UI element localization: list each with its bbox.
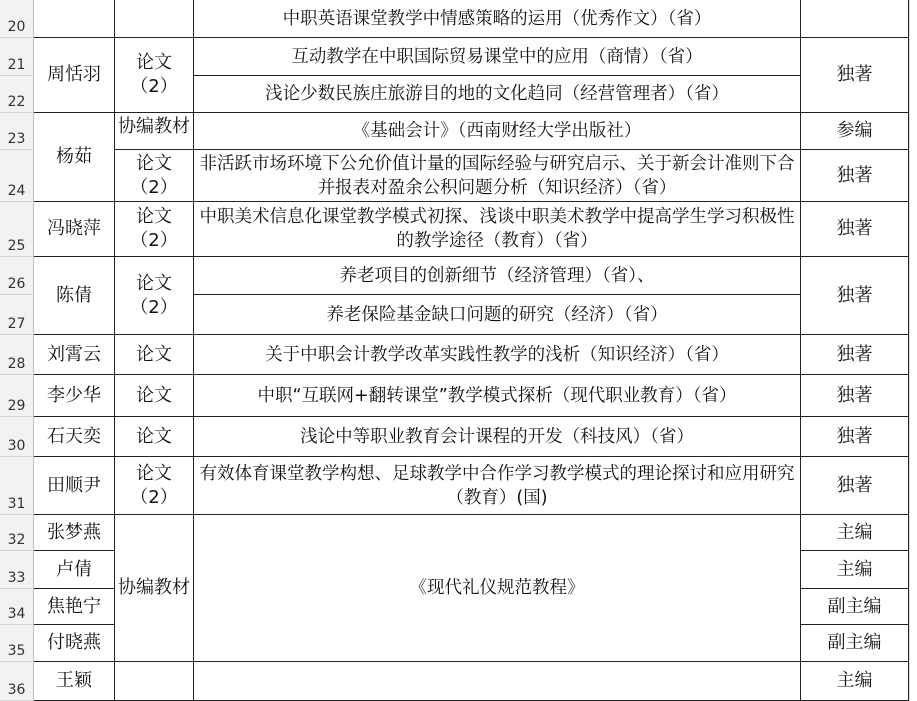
name-cell[interactable]: 王颖 bbox=[34, 662, 115, 701]
next-column-edge bbox=[909, 0, 917, 701]
title-cell[interactable]: 《现代礼仪规范教程》 bbox=[194, 515, 801, 662]
title-cell[interactable]: 养老项目的创新细节（经济管理）（省）、 bbox=[194, 257, 801, 295]
row-number[interactable]: 31 bbox=[0, 457, 34, 515]
row-number[interactable]: 32 bbox=[0, 515, 34, 551]
row-number[interactable]: 25 bbox=[0, 202, 34, 257]
type-cell[interactable]: 论文 bbox=[115, 417, 194, 457]
type-cell[interactable]: 论文（2） bbox=[115, 38, 194, 113]
title-cell[interactable]: 浅论少数民族庄旅游目的地的文化趋同（经营管理者）（省） bbox=[194, 76, 801, 113]
row-number[interactable]: 30 bbox=[0, 417, 34, 457]
role-cell[interactable]: 主编 bbox=[801, 551, 909, 589]
row-number[interactable]: 28 bbox=[0, 335, 34, 375]
name-cell[interactable]: 田顺尹 bbox=[34, 457, 115, 515]
row-number[interactable]: 24 bbox=[0, 150, 34, 202]
row-number[interactable]: 34 bbox=[0, 589, 34, 625]
type-cell[interactable]: 论文（2） bbox=[115, 202, 194, 257]
type-cell[interactable]: 论文 bbox=[115, 335, 194, 375]
type-cell[interactable]: 协编教材 bbox=[115, 113, 194, 150]
role-cell[interactable]: 参编 bbox=[801, 113, 909, 150]
row-number[interactable]: 23 bbox=[0, 113, 34, 150]
type-cell[interactable]: 论文（2） bbox=[115, 150, 194, 202]
role-cell[interactable]: 独著 bbox=[801, 257, 909, 335]
title-cell[interactable]: 中职“互联网+翻转课堂”教学模式探析（现代职业教育）（省） bbox=[194, 375, 801, 417]
name-cell[interactable] bbox=[34, 0, 115, 38]
role-cell[interactable]: 独著 bbox=[801, 417, 909, 457]
type-cell[interactable]: 论文（2） bbox=[115, 457, 194, 515]
title-cell[interactable]: 中职英语课堂教学中情感策略的运用（优秀作文）（省） bbox=[194, 0, 801, 38]
title-cell[interactable]: 中职美术信息化课堂教学模式初探、浅谈中职美术教学中提高学生学习积极性的教学途径（教育）（省） bbox=[194, 202, 801, 257]
title-cell[interactable]: 非活跃市场环境下公允价值计量的国际经验与研究启示、关于新会计准则下合并报表对盈余公积问题分析（知识经济）（省） bbox=[194, 150, 801, 202]
name-cell[interactable]: 焦艳宁 bbox=[34, 589, 115, 625]
row-number[interactable]: 22 bbox=[0, 76, 34, 113]
name-cell[interactable]: 石天奕 bbox=[34, 417, 115, 457]
type-cell[interactable]: 协编教材 bbox=[115, 515, 194, 662]
role-cell[interactable]: 独著 bbox=[801, 202, 909, 257]
name-cell[interactable]: 周恬羽 bbox=[34, 38, 115, 113]
type-cell[interactable] bbox=[115, 0, 194, 38]
name-cell[interactable]: 李少华 bbox=[34, 375, 115, 417]
name-cell[interactable]: 冯晓萍 bbox=[34, 202, 115, 257]
title-cell[interactable]: 养老保险基金缺口问题的研究（经济）（省） bbox=[194, 295, 801, 335]
row-number[interactable]: 21 bbox=[0, 38, 34, 76]
role-cell[interactable]: 独著 bbox=[801, 335, 909, 375]
role-cell[interactable] bbox=[801, 0, 909, 38]
row-number[interactable]: 29 bbox=[0, 375, 34, 417]
type-cell[interactable]: 论文（2） bbox=[115, 257, 194, 335]
name-cell[interactable]: 张梦燕 bbox=[34, 515, 115, 551]
role-cell[interactable]: 主编 bbox=[801, 662, 909, 701]
title-cell[interactable]: 浅论中等职业教育会计课程的开发（科技风）（省） bbox=[194, 417, 801, 457]
row-number[interactable]: 26 bbox=[0, 257, 34, 295]
role-cell[interactable]: 独著 bbox=[801, 375, 909, 417]
type-cell[interactable]: 论文 bbox=[115, 375, 194, 417]
title-cell[interactable] bbox=[194, 662, 801, 701]
role-cell[interactable]: 主编 bbox=[801, 515, 909, 551]
title-cell[interactable]: 关于中职会计教学改革实践性教学的浅析（知识经济）（省） bbox=[194, 335, 801, 375]
name-cell[interactable]: 陈倩 bbox=[34, 257, 115, 335]
row-number[interactable]: 35 bbox=[0, 625, 34, 662]
row-number[interactable]: 33 bbox=[0, 551, 34, 589]
title-cell[interactable]: 互动教学在中职国际贸易课堂中的应用（商情）（省） bbox=[194, 38, 801, 76]
row-number[interactable]: 20 bbox=[0, 0, 34, 38]
role-cell[interactable]: 独著 bbox=[801, 457, 909, 515]
role-cell[interactable]: 独著 bbox=[801, 150, 909, 202]
role-cell[interactable]: 独著 bbox=[801, 38, 909, 113]
name-cell[interactable]: 刘霄云 bbox=[34, 335, 115, 375]
name-cell[interactable]: 付晓燕 bbox=[34, 625, 115, 662]
row-number[interactable]: 36 bbox=[0, 662, 34, 701]
type-cell[interactable] bbox=[115, 662, 194, 701]
title-cell[interactable]: 有效体育课堂教学构想、足球教学中合作学习教学模式的理论探讨和应用研究（教育）(国) bbox=[194, 457, 801, 515]
row-number[interactable]: 27 bbox=[0, 295, 34, 335]
title-cell[interactable]: 《基础会计》（西南财经大学出版社） bbox=[194, 113, 801, 150]
role-cell[interactable]: 副主编 bbox=[801, 625, 909, 662]
name-cell[interactable]: 卢倩 bbox=[34, 551, 115, 589]
role-cell[interactable]: 副主编 bbox=[801, 589, 909, 625]
name-cell[interactable]: 杨茹 bbox=[34, 113, 115, 202]
